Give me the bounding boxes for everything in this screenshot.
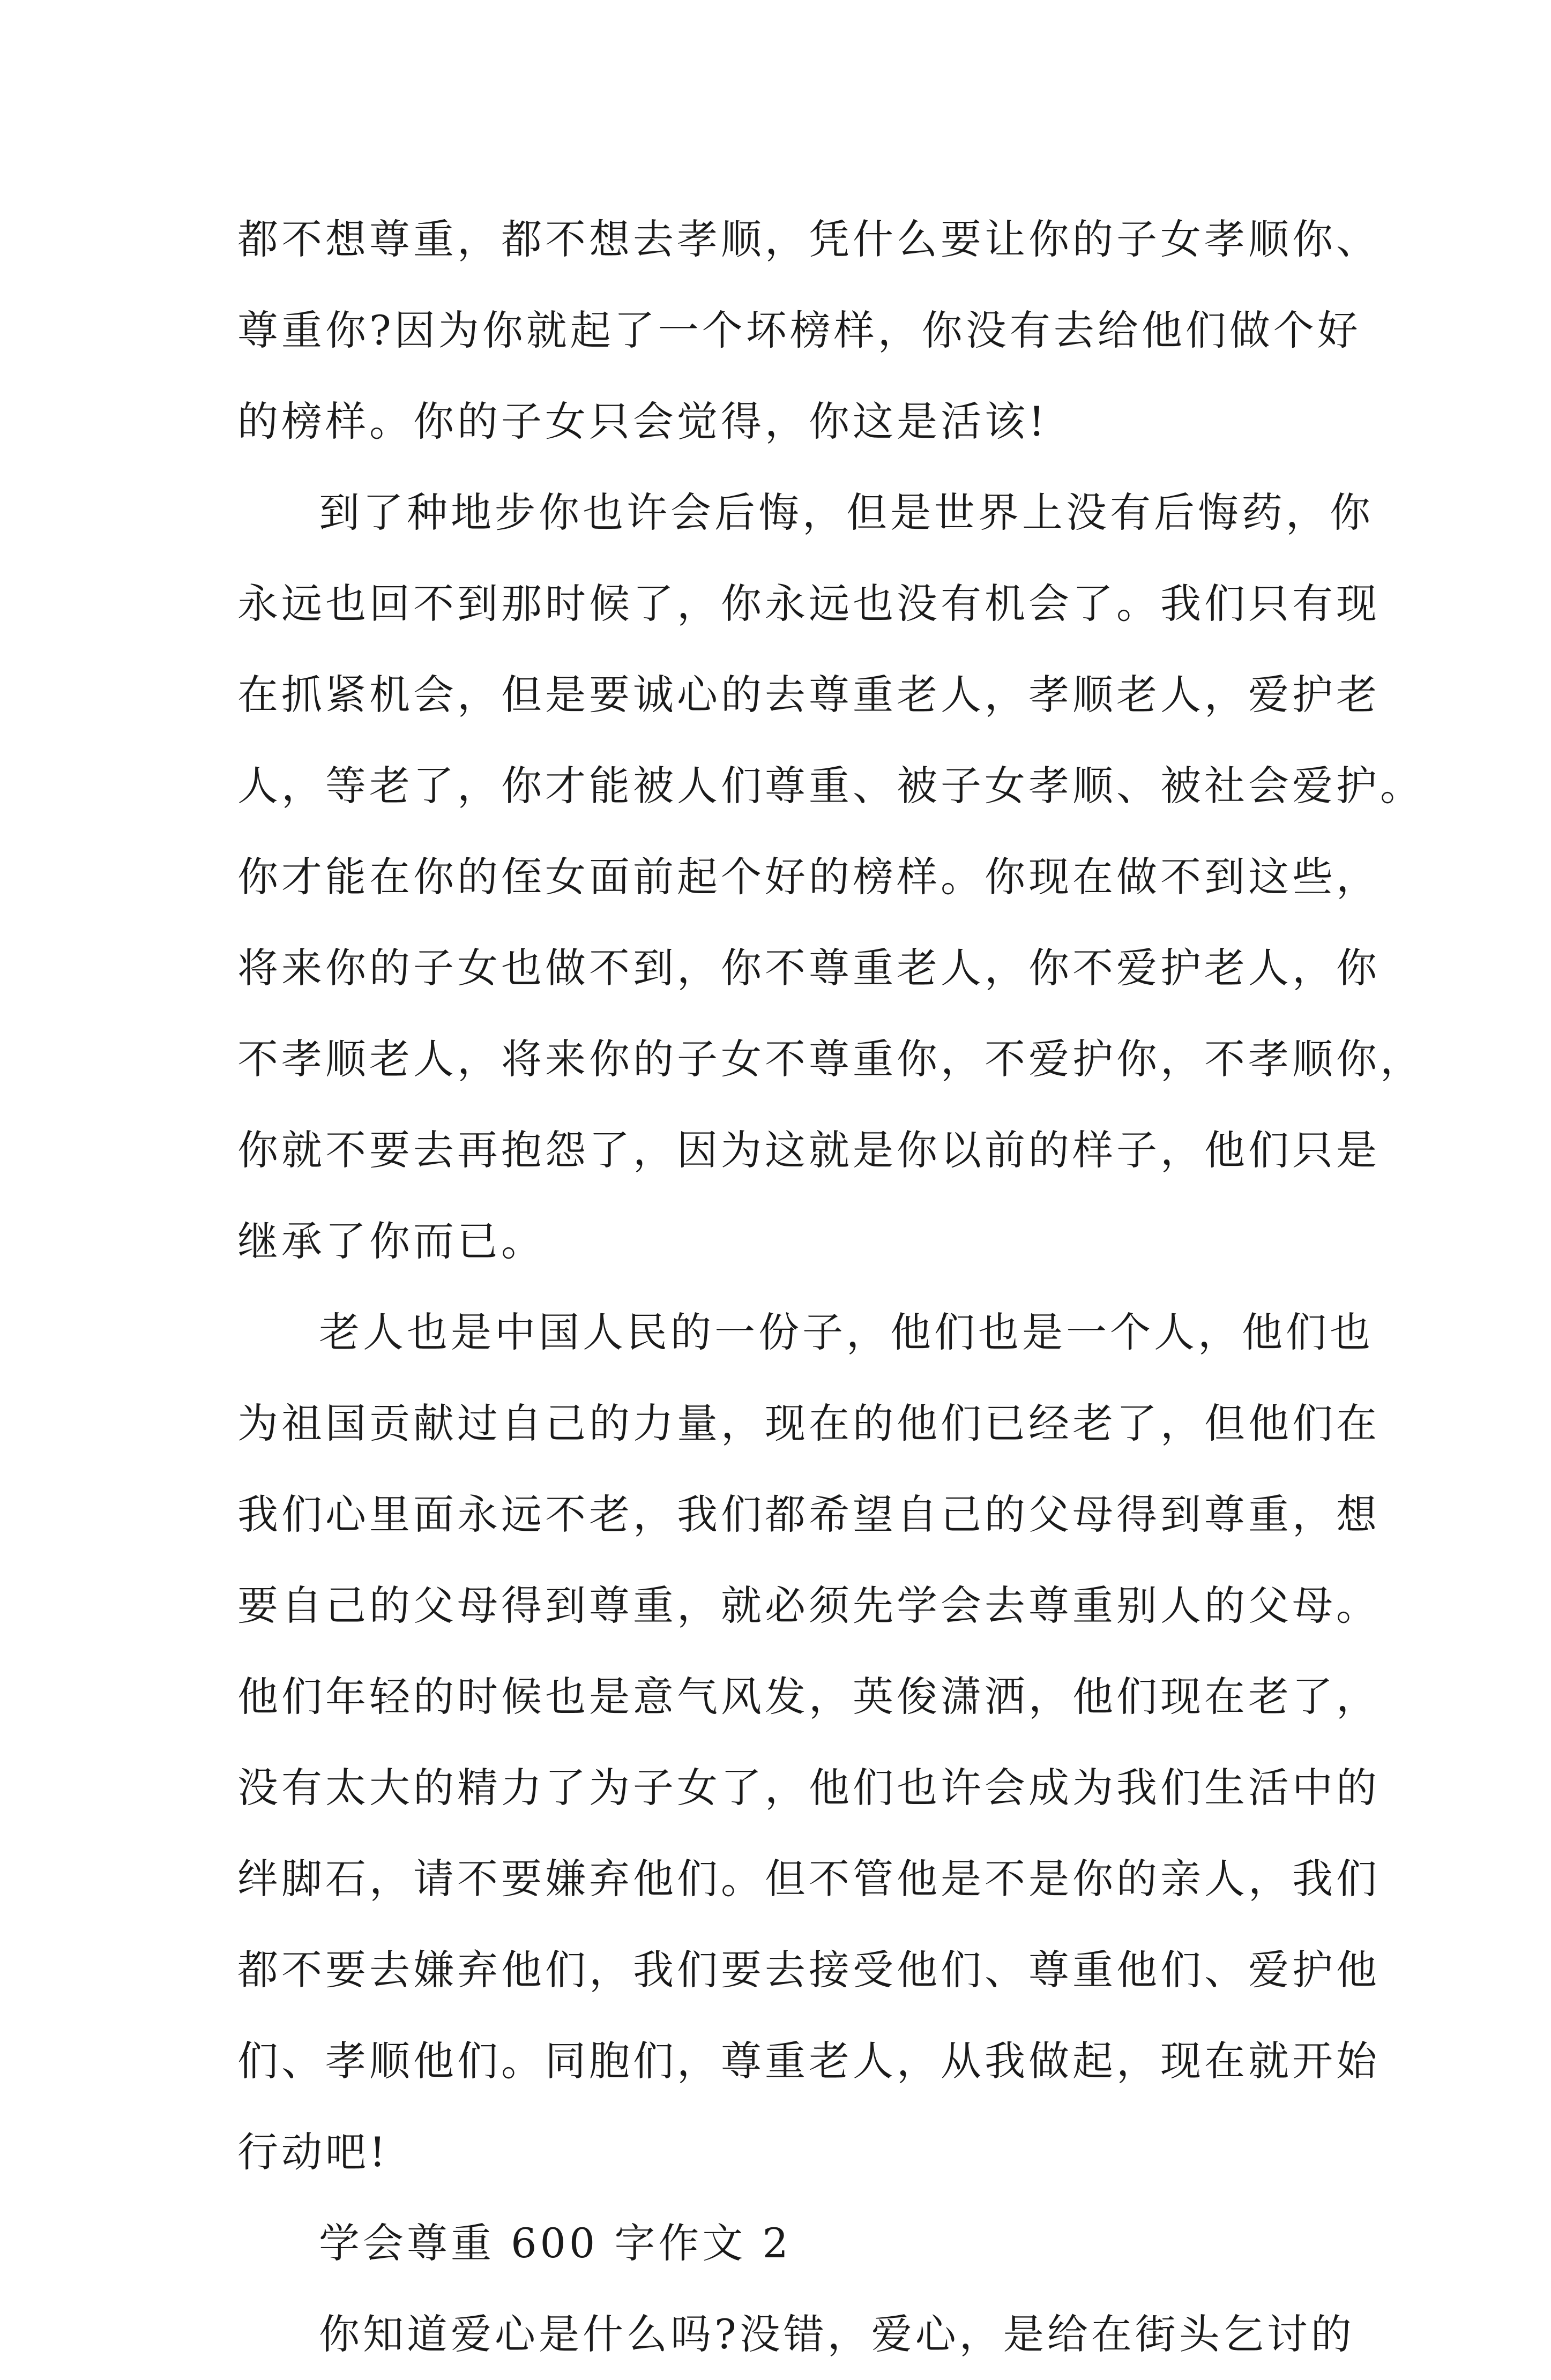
text-line: 你才能在你的侄女面前起个好的榜样。你现在做不到这些，: [237, 853, 1380, 901]
text-line: 在抓紧机会，但是要诚心的去尊重老人，孝顺老人，爱护老: [237, 671, 1380, 719]
text-line: 不孝顺老人，将来你的子女不尊重你，不爱护你，不孝顺你，: [237, 1035, 1424, 1083]
text-line: 要自己的父母得到尊重，就必须先学会去尊重别人的父母。: [237, 1582, 1380, 1629]
text-line: 人，等老了，你才能被人们尊重、被子女孝顺、被社会爱护。: [237, 762, 1424, 810]
text-line: 尊重你?因为你就起了一个坏榜样，你没有去给他们做个好: [237, 306, 1361, 354]
text-line: 都不想尊重，都不想去孝顺，凭什么要让你的子女孝顺你、: [237, 215, 1380, 263]
essay-text: [237, 194, 1424, 2380]
paragraph-first-line: 到了种地步你也许会后悔，但是世界上没有后悔药，你: [319, 489, 1374, 536]
text-line: 继承了你而已。: [237, 1217, 545, 1265]
text-line: 为祖国贡献过自己的力量，现在的他们已经老了，但他们在: [237, 1399, 1380, 1447]
text-line: 没有太大的精力了为子女了，他们也许会成为我们生活中的: [237, 1764, 1380, 1812]
paragraph-first-line: 老人也是中国人民的一份子，他们也是一个人，他们也: [319, 1308, 1374, 1356]
text-line: 的榜样。你的子女只会觉得，你这是活该!: [237, 398, 1048, 445]
text-line: 都不要去嫌弃他们，我们要去接受他们、尊重他们、爱护他: [237, 1946, 1380, 1994]
text-line: 你就不要去再抱怨了，因为这就是你以前的样子，他们只是: [237, 1126, 1380, 1174]
section-heading: 学会尊重 600 字作文 2: [319, 2219, 792, 2267]
text-line: 我们心里面永远不老，我们都希望自己的父母得到尊重，想: [237, 1491, 1380, 1538]
text-line: 将来你的子女也做不到，你不尊重老人，你不爱护老人，你: [237, 944, 1380, 992]
text-line: 们、孝顺他们。同胞们，尊重老人，从我做起，现在就开始: [237, 2037, 1380, 2085]
text-line: 绊脚石，请不要嫌弃他们。但不管他是不是你的亲人，我们: [237, 1855, 1380, 1903]
paragraph-first-line: 你知道爱心是什么吗?没错，爱心，是给在街头乞讨的: [319, 2310, 1355, 2358]
text-line: 他们年轻的时候也是意气风发，英俊潇洒，他们现在老了，: [237, 1673, 1380, 1720]
text-line: 永远也回不到那时候了，你永远也没有机会了。我们只有现: [237, 580, 1380, 627]
text-line: 行动吧!: [237, 2128, 389, 2176]
